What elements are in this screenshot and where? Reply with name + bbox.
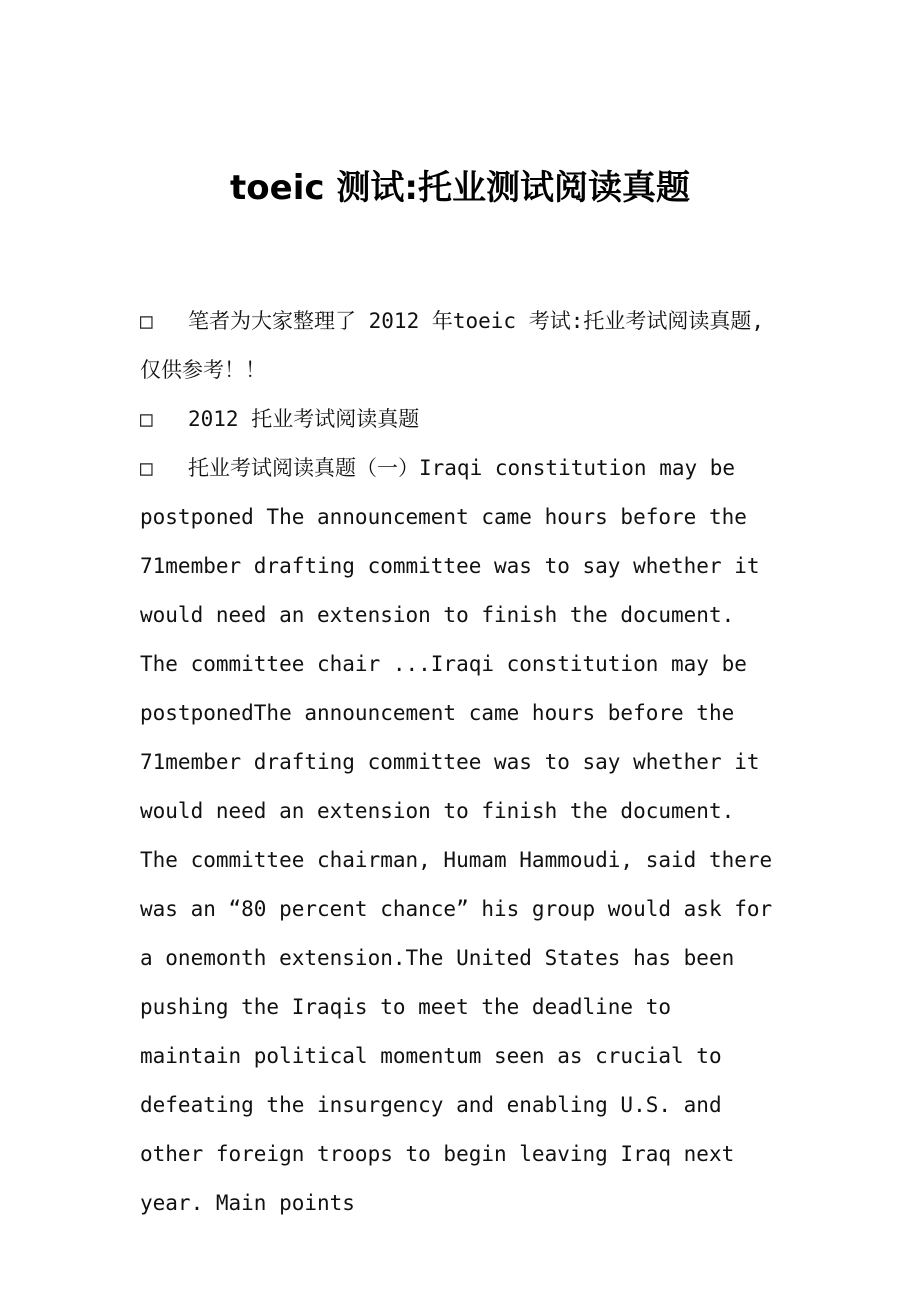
page-title: toeic 测试:托业测试阅读真题	[230, 168, 690, 208]
paragraph-text: 2012 托业考试阅读真题	[188, 407, 420, 431]
paragraph-heading	[140, 395, 780, 444]
checkbox-bullet-icon: □	[140, 456, 153, 480]
paragraph-intro	[140, 297, 780, 395]
checkbox-bullet-icon: □	[140, 407, 153, 431]
paragraph-text: 托业考试阅读真题（一）Iraqi constitution may be postponed The announcement came hours before the 71member drafting committee was to say whether it would need an extension to finish the document. The committee chair ...Iraqi constitution may be postponedThe announcement came hours before the 71member drafting committee was to say whether it would need an extension to finish the document. The committee chairman, Humam Hammoudi, said there was an “80 percent chance” his group would ask for a onemonth extension.The United States has been pushing the Iraqis to meet the deadline to maintain political momentum seen as crucial to defeating the insurgency and enabling U.S. and other foreign troops to begin leaving Iraq next year. Main points	[140, 456, 773, 1215]
document-body	[140, 297, 780, 1228]
paragraph-text: 笔者为大家整理了 2012 年toeic 考试:托业考试阅读真题,仅供参考！！	[140, 309, 765, 382]
checkbox-bullet-icon: □	[140, 309, 153, 333]
paragraph-reading	[140, 444, 780, 1228]
